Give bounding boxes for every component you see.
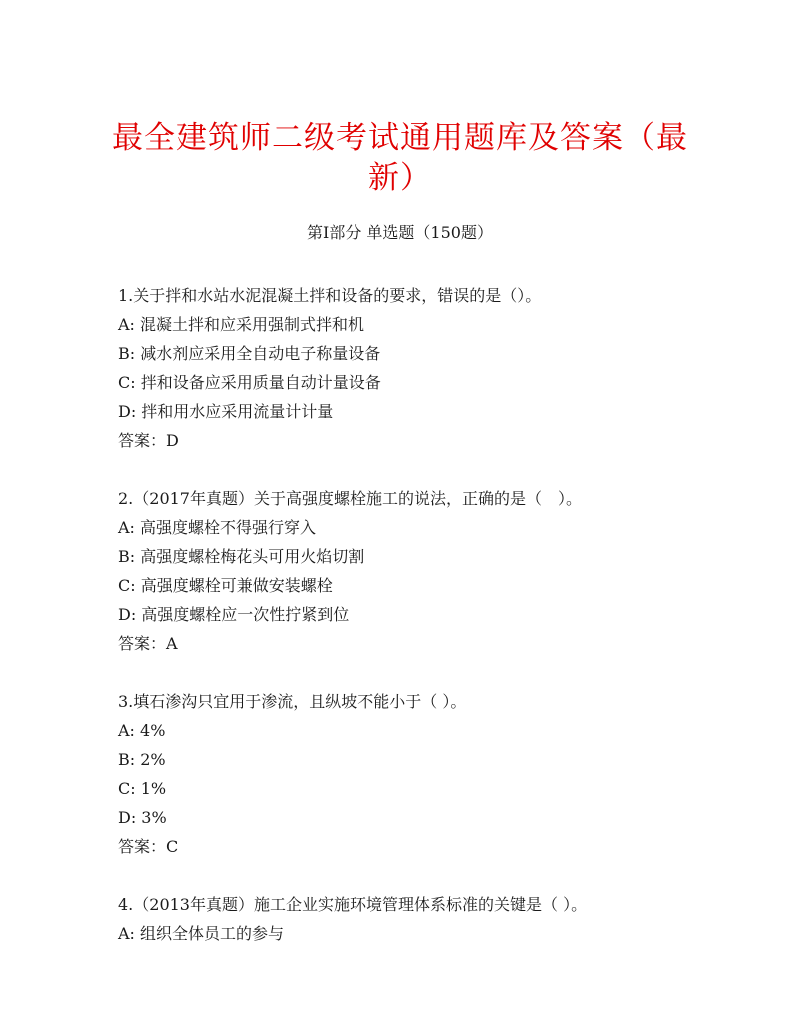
question-stem: 3.填石渗沟只宜用于渗流，且纵坡不能小于（ ）。 bbox=[118, 692, 467, 711]
option-c: C: 拌和设备应采用质量自动计量设备 bbox=[118, 373, 381, 392]
option-b: B: 2% bbox=[118, 750, 166, 769]
option-b: B: 减水剂应采用全自动电子称量设备 bbox=[118, 344, 381, 363]
option-c: C: 1% bbox=[118, 779, 167, 798]
option-a: A: 混凝土拌和应采用强制式拌和机 bbox=[118, 315, 365, 334]
option-a: A: 4% bbox=[118, 721, 166, 740]
answer: 答案：D bbox=[118, 431, 179, 450]
option-d: D: 拌和用水应采用流量计计量 bbox=[118, 402, 334, 421]
option-d: D: 高强度螺栓应一次性拧紧到位 bbox=[118, 605, 350, 624]
question-stem: 1.关于拌和水站水泥混凝土拌和设备的要求，错误的是（）。 bbox=[118, 286, 542, 305]
question-3 bbox=[118, 687, 738, 861]
option-d: D: 3% bbox=[118, 808, 167, 827]
question-stem: 2.（2017年真题）关于高强度螺栓施工的说法，正确的是（ ）。 bbox=[118, 489, 582, 508]
answer: 答案：A bbox=[118, 634, 178, 653]
question-stem: 4.（2013年真题）施工企业实施环境管理体系标准的关键是（ ）。 bbox=[118, 895, 588, 914]
option-b: B: 高强度螺栓梅花头可用火焰切割 bbox=[118, 547, 365, 566]
question-2 bbox=[118, 484, 738, 658]
question-list bbox=[118, 281, 738, 977]
document-title: 最全建筑师二级考试通用题库及答案（最新） bbox=[112, 120, 688, 196]
question-4 bbox=[118, 890, 738, 948]
question-1 bbox=[118, 281, 738, 455]
section-title: 第I部分 单选题（150题） bbox=[307, 223, 493, 242]
option-c: C: 高强度螺栓可兼做安装螺栓 bbox=[118, 576, 333, 595]
option-a: A: 高强度螺栓不得强行穿入 bbox=[118, 518, 317, 537]
answer: 答案：C bbox=[118, 837, 179, 856]
option-a: A: 组织全体员工的参与 bbox=[118, 924, 285, 943]
